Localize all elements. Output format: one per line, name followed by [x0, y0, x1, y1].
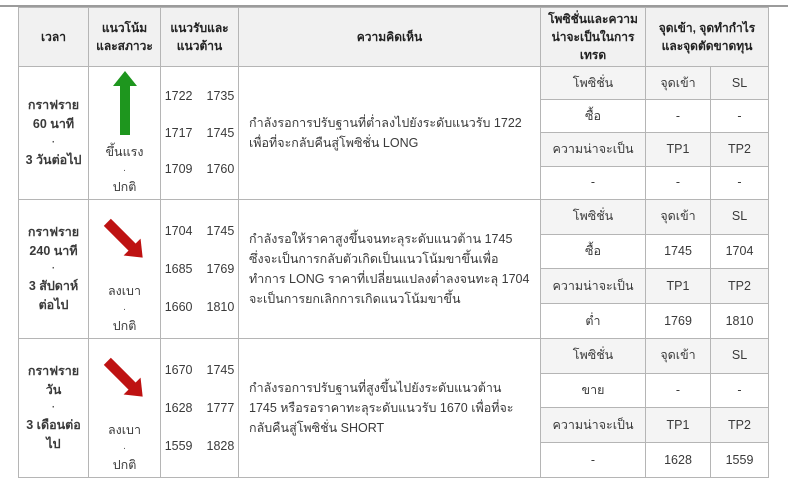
tp1-header-cell: TP1 — [646, 408, 711, 443]
position-side-cell: ขาย — [541, 373, 646, 408]
entry-header-cell: จุดเข้า — [646, 199, 711, 234]
support-resistance-pair: 1660 1810 — [164, 299, 235, 314]
support-resistance-pair: 1628 1777 — [164, 400, 235, 415]
trend-cell — [89, 338, 161, 477]
probability-value-cell: - — [541, 443, 646, 478]
position-header-cell: โพซิชั่น — [541, 67, 646, 100]
col-header-position: โพซิชั่นและความน่าจะเป็นในการเทรด — [541, 8, 646, 67]
position-side-cell: ซื้อ — [541, 100, 646, 133]
sl-header-cell: SL — [711, 338, 769, 373]
entry-value-cell: 1745 — [646, 234, 711, 269]
probability-value-cell: ต่ำ — [541, 304, 646, 339]
timeframe-cell — [19, 338, 89, 477]
tp2-value-cell: 1810 — [711, 304, 769, 339]
table-row — [19, 67, 769, 100]
table-row — [19, 199, 769, 234]
probability-header-cell: ความน่าจะเป็น — [541, 269, 646, 304]
tp1-value-cell: 1769 — [646, 304, 711, 339]
support-resistance-pair: 1722 1735 — [164, 89, 235, 104]
comment-cell — [239, 199, 541, 338]
tp1-header-cell: TP1 — [646, 133, 711, 166]
levels-cell — [161, 338, 239, 477]
entry-header-cell: จุดเข้า — [646, 67, 711, 100]
entry-value-cell: - — [646, 100, 711, 133]
separator-dot: · — [51, 402, 56, 414]
timeframe-cell — [19, 67, 89, 200]
entry-value-cell: - — [646, 373, 711, 408]
comment-text: กำลังรอให้ราคาสูงขึ้นจนทะลุระดับแนวต้าน 1745 ซึ่งจะเป็นการกลับตัวเกิดเป็นแนวโน้มขาขึ้นเพื่อทำการ LONG ราคาที่เปลี่ยนแปลงต่ำลงจนทะลุ 1704 จะเป็นการยกเลิกการเกิดแนวโน้มขาขึ้น — [249, 231, 530, 306]
table-row — [19, 338, 769, 373]
separator-dot: · — [122, 442, 127, 454]
trend-strength-label: ขึ้นแรง — [105, 145, 144, 160]
sl-header-cell: SL — [711, 199, 769, 234]
horizon-label: 3 เดือนต่อไป — [26, 418, 81, 452]
levels-cell — [161, 199, 239, 338]
separator-dot: · — [122, 303, 127, 315]
header-row — [19, 8, 769, 67]
support-resistance-pair: 1717 1745 — [164, 125, 235, 140]
trend-strength-label: ลงเบา — [108, 423, 141, 438]
levels-cell — [161, 67, 239, 200]
trend-down-arrow-icon — [98, 214, 150, 266]
tp1-value-cell: - — [646, 166, 711, 199]
separator-dot: · — [51, 136, 56, 148]
horizon-label: 3 วันต่อไป — [25, 152, 82, 167]
timeframe-label: กราฟราย 240 นาที — [27, 224, 80, 258]
trend-condition-label: ปกติ — [112, 457, 137, 472]
probability-value-cell: - — [541, 166, 646, 199]
col-header-entry-tp-sl: จุดเข้า, จุดทำกำไรและจุดตัดขาดทุน — [646, 8, 769, 67]
trend-condition-label: ปกติ — [112, 318, 137, 333]
col-header-comment: ความคิดเห็น — [239, 8, 541, 67]
tp1-value-cell: 1628 — [646, 443, 711, 478]
trend-cell — [89, 199, 161, 338]
tp1-header-cell: TP1 — [646, 269, 711, 304]
position-side-cell: ซื้อ — [541, 234, 646, 269]
comment-cell — [239, 67, 541, 200]
comment-text: กำลังรอการปรับฐานที่ต่ำลงไปยังระดับแนวรับ 1722 เพื่อที่จะกลับคืนสู่โพซิชั่น LONG — [249, 115, 522, 150]
support-resistance-pair: 1559 1828 — [164, 438, 235, 453]
trend-up-arrow-icon — [113, 71, 137, 135]
probability-header-cell: ความน่าจะเป็น — [541, 408, 646, 443]
sl-value-cell: - — [711, 100, 769, 133]
support-resistance-pair: 1685 1769 — [164, 261, 235, 276]
separator-dot: · — [122, 164, 127, 176]
sl-value-cell: 1704 — [711, 234, 769, 269]
trend-cell — [89, 67, 161, 200]
support-resistance-pair: 1704 1745 — [164, 223, 235, 238]
comment-cell — [239, 338, 541, 477]
support-resistance-pair: 1709 1760 — [164, 162, 235, 177]
trading-analysis-table — [18, 7, 769, 478]
sl-header-cell: SL — [711, 67, 769, 100]
col-header-trend: แนวโน้มและสภาวะ — [89, 8, 161, 67]
comment-text: กำลังรอการปรับฐานที่สูงขึ้นไปยังระดับแนวต้าน 1745 หรือรอราคาทะลุระดับแนวรับ 1670 เพื่อที่จะกลับคืนสู่โพซิชั่น SHORT — [249, 380, 514, 435]
trend-condition-label: ปกติ — [112, 179, 137, 194]
tp2-header-cell: TP2 — [711, 133, 769, 166]
tp2-value-cell: - — [711, 166, 769, 199]
timeframe-cell — [19, 199, 89, 338]
trend-down-arrow-icon — [98, 353, 150, 405]
entry-header-cell: จุดเข้า — [646, 338, 711, 373]
timeframe-label: กราฟราย 60 นาที — [27, 98, 80, 132]
col-header-time: เวลา — [19, 8, 89, 67]
tp2-value-cell: 1559 — [711, 443, 769, 478]
position-header-cell: โพซิชั่น — [541, 338, 646, 373]
tp2-header-cell: TP2 — [711, 269, 769, 304]
position-header-cell: โพซิชั่น — [541, 199, 646, 234]
timeframe-label: กราฟรายวัน — [27, 363, 80, 397]
probability-header-cell: ความน่าจะเป็น — [541, 133, 646, 166]
tp2-header-cell: TP2 — [711, 408, 769, 443]
support-resistance-pair: 1670 1745 — [164, 362, 235, 377]
horizon-label: 3 สัปดาห์ต่อไป — [28, 279, 79, 313]
sl-value-cell: - — [711, 373, 769, 408]
separator-dot: · — [51, 263, 56, 275]
col-header-levels: แนวรับและแนวต้าน — [161, 8, 239, 67]
trend-strength-label: ลงเบา — [108, 284, 141, 299]
